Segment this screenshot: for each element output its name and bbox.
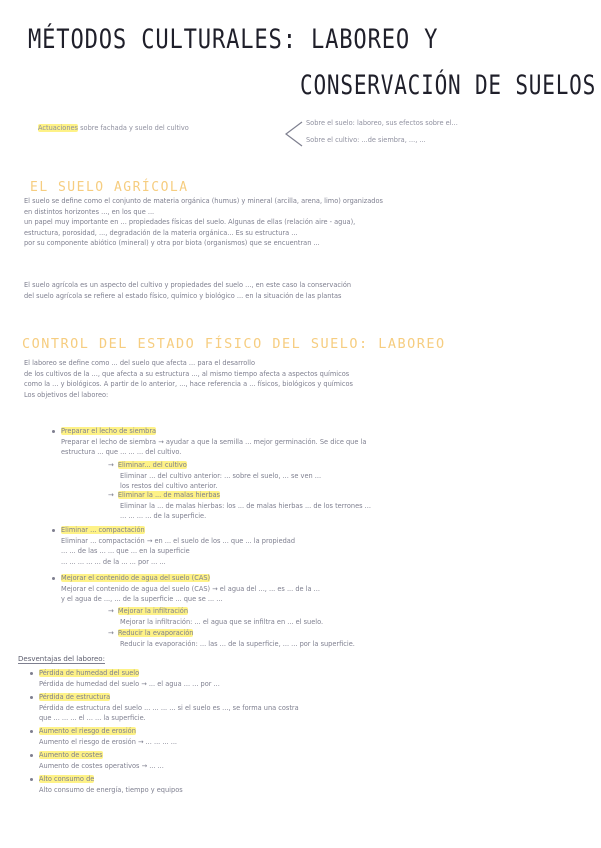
sub-bullet-infiltracion xyxy=(108,608,578,629)
disadvantage-item xyxy=(30,694,590,726)
text-line: ... ... ... ... de la superficie. xyxy=(120,512,207,520)
page-title-line-1: MÉTODOS CULTURALES: LABOREO Y xyxy=(28,24,439,55)
disadvantage-item xyxy=(30,776,590,797)
bullet-dot xyxy=(30,754,33,757)
disadvantage-highlight: Aumento de costes xyxy=(39,751,103,759)
text-line: Los objetivos del laboreo: xyxy=(24,390,109,399)
bullet-dot xyxy=(30,778,33,781)
sub-bullet-highlight: Eliminar... del cultivo xyxy=(117,461,187,469)
intro-highlight: Actuaciones xyxy=(38,124,78,132)
text-line: Pérdida de estructura del suelo ... ... ... ... si el suelo es ..., se forma una costra xyxy=(39,703,299,712)
text-line: Aumento el riesgo de erosión → ... ... ... ... xyxy=(39,737,178,746)
disadvantage-item xyxy=(30,752,590,773)
sub-bullet-highlight: Mejorar la infiltración xyxy=(117,607,189,615)
arrow-icon: → xyxy=(108,491,114,499)
disadvantage-highlight: Pérdida de humedad del suelo xyxy=(39,669,140,677)
text-line: Mejorar la infiltración: ... el agua que se infiltra en ... el suelo. xyxy=(120,617,324,626)
disadvantage-highlight: Alto consumo de xyxy=(39,775,95,783)
paragraph-laboreo xyxy=(24,360,589,402)
text-line: Pérdida de humedad del suelo → ... el agua ... ... por ... xyxy=(39,679,220,688)
intro-right-line-2: Sobre el cultivo: ...de siembra, ..., ... xyxy=(306,135,426,144)
sub-bullet-evaporacion-text xyxy=(120,641,580,652)
text-line: ... ... de las ... ... que ... en la superficie xyxy=(61,547,190,555)
bullet-dot xyxy=(30,730,33,733)
bullet-lecho-siembra xyxy=(52,428,582,460)
paragraph-suelo-1 xyxy=(24,198,589,251)
text-line: Reducir la evaporación: ... las ... de la superficie, ... ... por la superficie. xyxy=(120,640,355,648)
section-heading-suelo-agricola: EL SUELO AGRÍCOLA xyxy=(30,180,189,195)
disadvantages-heading-text: Desventajas del laboreo: xyxy=(18,655,105,663)
bullet-highlight: Eliminar ... compactación xyxy=(61,526,145,534)
text-line: Eliminar ... del cultivo anterior: ... sobre el suelo, ... se ven ... xyxy=(120,471,322,480)
text-line: en distintos horizontes ..., en los que ... xyxy=(24,207,155,216)
disadvantages-heading xyxy=(18,655,105,663)
sub-bullet-highlight: Reducir la evaporación xyxy=(117,629,194,637)
text-line: de los cultivos de la ..., que afecta a su estructura ..., al mismo tiempo afecta a aspectos químicos xyxy=(24,369,350,378)
bullet-dot xyxy=(30,696,33,699)
text-line: que ... ... ... el ... ... la superficie. xyxy=(39,714,146,722)
text-line: Eliminar la ... de malas hierbas: los ... de malas hierbas ... de los terrones ... xyxy=(120,501,371,510)
text-line: Preparar el lecho de siembra → ayudar a que la semilla ... mejor germinación. Se dice que la xyxy=(61,437,367,446)
sub-bullet-evaporacion xyxy=(108,630,578,641)
text-line: Eliminar ... compactación → en ... el suelo de los ... que ... la propiedad xyxy=(61,536,296,545)
text-line: Aumento de costes operativos → ... ... xyxy=(39,761,164,770)
text-line: los restos del cultivo anterior. xyxy=(120,482,218,490)
text-line: El laboreo se define como ... del suelo que afecta ... para el desarrollo xyxy=(24,359,255,367)
text-line: Mejorar el contenido de agua del suelo (CAS) → el agua del ..., ... es ... de la ... xyxy=(61,584,320,593)
bullet-dot xyxy=(52,430,55,433)
disadvantage-item xyxy=(30,728,590,749)
intro-left-note xyxy=(38,125,189,132)
bullet-highlight: Mejorar el contenido de agua del suelo (CAS) xyxy=(61,574,211,582)
text-line: estructura ... que ... ... ... del cultivo. xyxy=(61,448,182,456)
brace-arrow-icon xyxy=(282,120,304,152)
text-line: y el agua de ..., ... de la superficie ... que se ... ... xyxy=(61,595,223,603)
sub-bullet-malas-hierbas xyxy=(108,492,578,524)
sub-bullet-restos xyxy=(108,462,578,494)
sub-bullet-highlight: Eliminar la ... de malas hierbas xyxy=(117,491,220,499)
text-line: El suelo agrícola es un aspecto del cultivo y propiedades del suelo ..., en este caso la conservación xyxy=(24,281,352,289)
bullet-agua-suelo xyxy=(52,575,582,607)
section-heading-laboreo: CONTROL DEL ESTADO FÍSICO DEL SUELO: LABOREO xyxy=(22,336,446,352)
intro-right-note xyxy=(306,120,458,153)
text-line: del suelo agrícola se refiere al estado físico, químico y biológico ... en la situación de las plantas xyxy=(24,291,342,300)
arrow-icon: → xyxy=(108,607,114,615)
text-line: Alto consumo de energía, tiempo y equipos xyxy=(39,785,183,794)
disadvantage-highlight: Aumento el riesgo de erosión xyxy=(39,727,136,735)
arrow-icon: → xyxy=(108,629,114,637)
bullet-dot xyxy=(52,529,55,532)
intro-right-line-1: Sobre el suelo: laboreo, sus efectos sobre el... xyxy=(306,119,458,127)
text-line: un papel muy importante en ... propiedades físicas del suelo. Algunas de ellas (relación aire - agua), xyxy=(24,218,356,226)
paragraph-suelo-2 xyxy=(24,282,589,303)
text-line: ... ... ... ... ... de la ... ... por ... ... xyxy=(61,557,166,566)
intro-left-text: sobre fachada y suelo del cultivo xyxy=(80,124,189,132)
disadvantage-item xyxy=(30,670,590,691)
bullet-highlight: Preparar el lecho de siembra xyxy=(61,427,157,435)
bullet-compactacion xyxy=(52,527,582,569)
bullet-dot xyxy=(52,577,55,580)
bullet-dot xyxy=(30,672,33,675)
disadvantage-highlight: Pérdida de estructura xyxy=(39,693,111,701)
text-line: por su componente abiótico (mineral) y otra por biota (organismos) que se encuentran ... xyxy=(24,239,320,247)
text-line: como la ... y biológicos. A partir de lo anterior, ..., hace referencia a ... físicos, biológicos y químicos xyxy=(24,380,353,388)
text-line: estructura, porosidad, ..., degradación de la materia orgánica... Es su estructura ... xyxy=(24,228,298,237)
text-line: El suelo se define como el conjunto de materia orgánica (humus) y mineral (arcilla, arena, limo) organizados xyxy=(24,197,383,205)
arrow-icon: → xyxy=(108,461,114,469)
page-title-line-2: CONSERVACIÓN DE SUELOS xyxy=(300,70,597,101)
